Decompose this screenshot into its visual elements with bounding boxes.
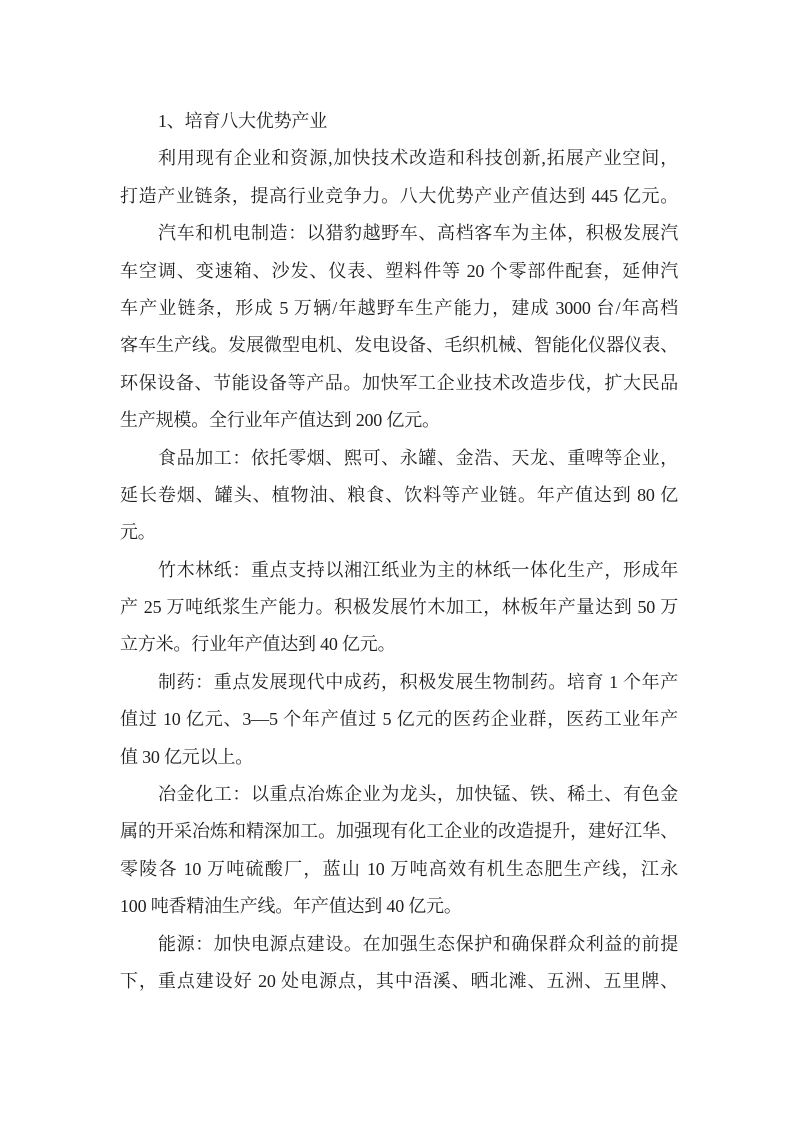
text-line: 属的开采冶炼和精深加工。加强现有化工企业的改造提升，建好江华、 [120, 821, 678, 842]
paragraph [120, 140, 678, 215]
text-line: 产 25 万吨纸浆生产能力。积极发展竹木加工，林板年产量达到 50 万 [120, 597, 678, 618]
text-line: 汽车和机电制造：以猎豹越野车、高档客车为主体，积极发展汽 [158, 223, 678, 244]
text-line: 100 吨香精油生产线。年产值达到 40 亿元。 [120, 896, 462, 917]
text-line: 车产业链条，形成 5 万辆/年越野车生产能力，建成 3000 台/年高档 [120, 297, 678, 318]
text-line: 零陵各 10 万吨硫酸厂，蓝山 10 万吨高效有机生态肥生产线，江永 [120, 858, 678, 879]
text-line: 立方米。行业年产值达到 40 亿元。 [120, 634, 396, 655]
paragraph [120, 215, 678, 439]
paragraph [120, 552, 678, 664]
text-line: 食品加工：依托零烟、熙可、永罐、金浩、天龙、重啤等企业， [158, 447, 678, 468]
text-line: 值 30 亿元以上。 [120, 746, 253, 767]
text-line: 竹木林纸：重点支持以湘江纸业为主的林纸一体化生产，形成年 [158, 559, 678, 580]
document-body [120, 103, 678, 1000]
text-line: 延长卷烟、罐头、植物油、粮食、饮料等产业链。年产值达到 80 亿 [120, 484, 678, 505]
text-line: 车空调、变速箱、沙发、仪表、塑料件等 20 个零部件配套，延伸汽 [120, 260, 678, 281]
paragraph [120, 440, 678, 552]
text-line: 生产规模。全行业年产值达到 200 亿元。 [120, 410, 440, 431]
text-line: 元。 [120, 522, 156, 543]
text-line: 打造产业链条，提高行业竞争力。八大优势产业产值达到 445 亿元。 [120, 185, 678, 206]
text-line: 利用现有企业和资源,加快技术改造和科技创新,拓展产业空间， [158, 148, 678, 169]
text-line: 1、培育八大优势产业 [158, 111, 327, 131]
text-line: 值过 10 亿元、3—5 个年产值过 5 亿元的医药企业群，医药工业年产 [120, 709, 678, 730]
text-line: 能源：加快电源点建设。在加强生态保护和确保群众利益的前提 [158, 933, 678, 954]
paragraph [120, 664, 678, 776]
paragraph [120, 776, 678, 926]
text-line: 制药：重点发展现代中成药，积极发展生物制药。培育 1 个年产 [158, 671, 678, 692]
text-line: 冶金化工：以重点冶炼企业为龙头，加快锰、铁、稀土、有色金 [158, 784, 678, 805]
text-line: 环保设备、节能设备等产品。加快军工企业技术改造步伐，扩大民品 [120, 372, 678, 393]
section-heading [120, 103, 678, 140]
text-line: 客车生产线。发展微型电机、发电设备、毛织机械、智能化仪器仪表、 [120, 335, 678, 356]
paragraph [120, 926, 678, 1001]
text-line: 下，重点建设好 20 处电源点，其中浯溪、晒北滩、五洲、五里牌、 [120, 970, 678, 991]
